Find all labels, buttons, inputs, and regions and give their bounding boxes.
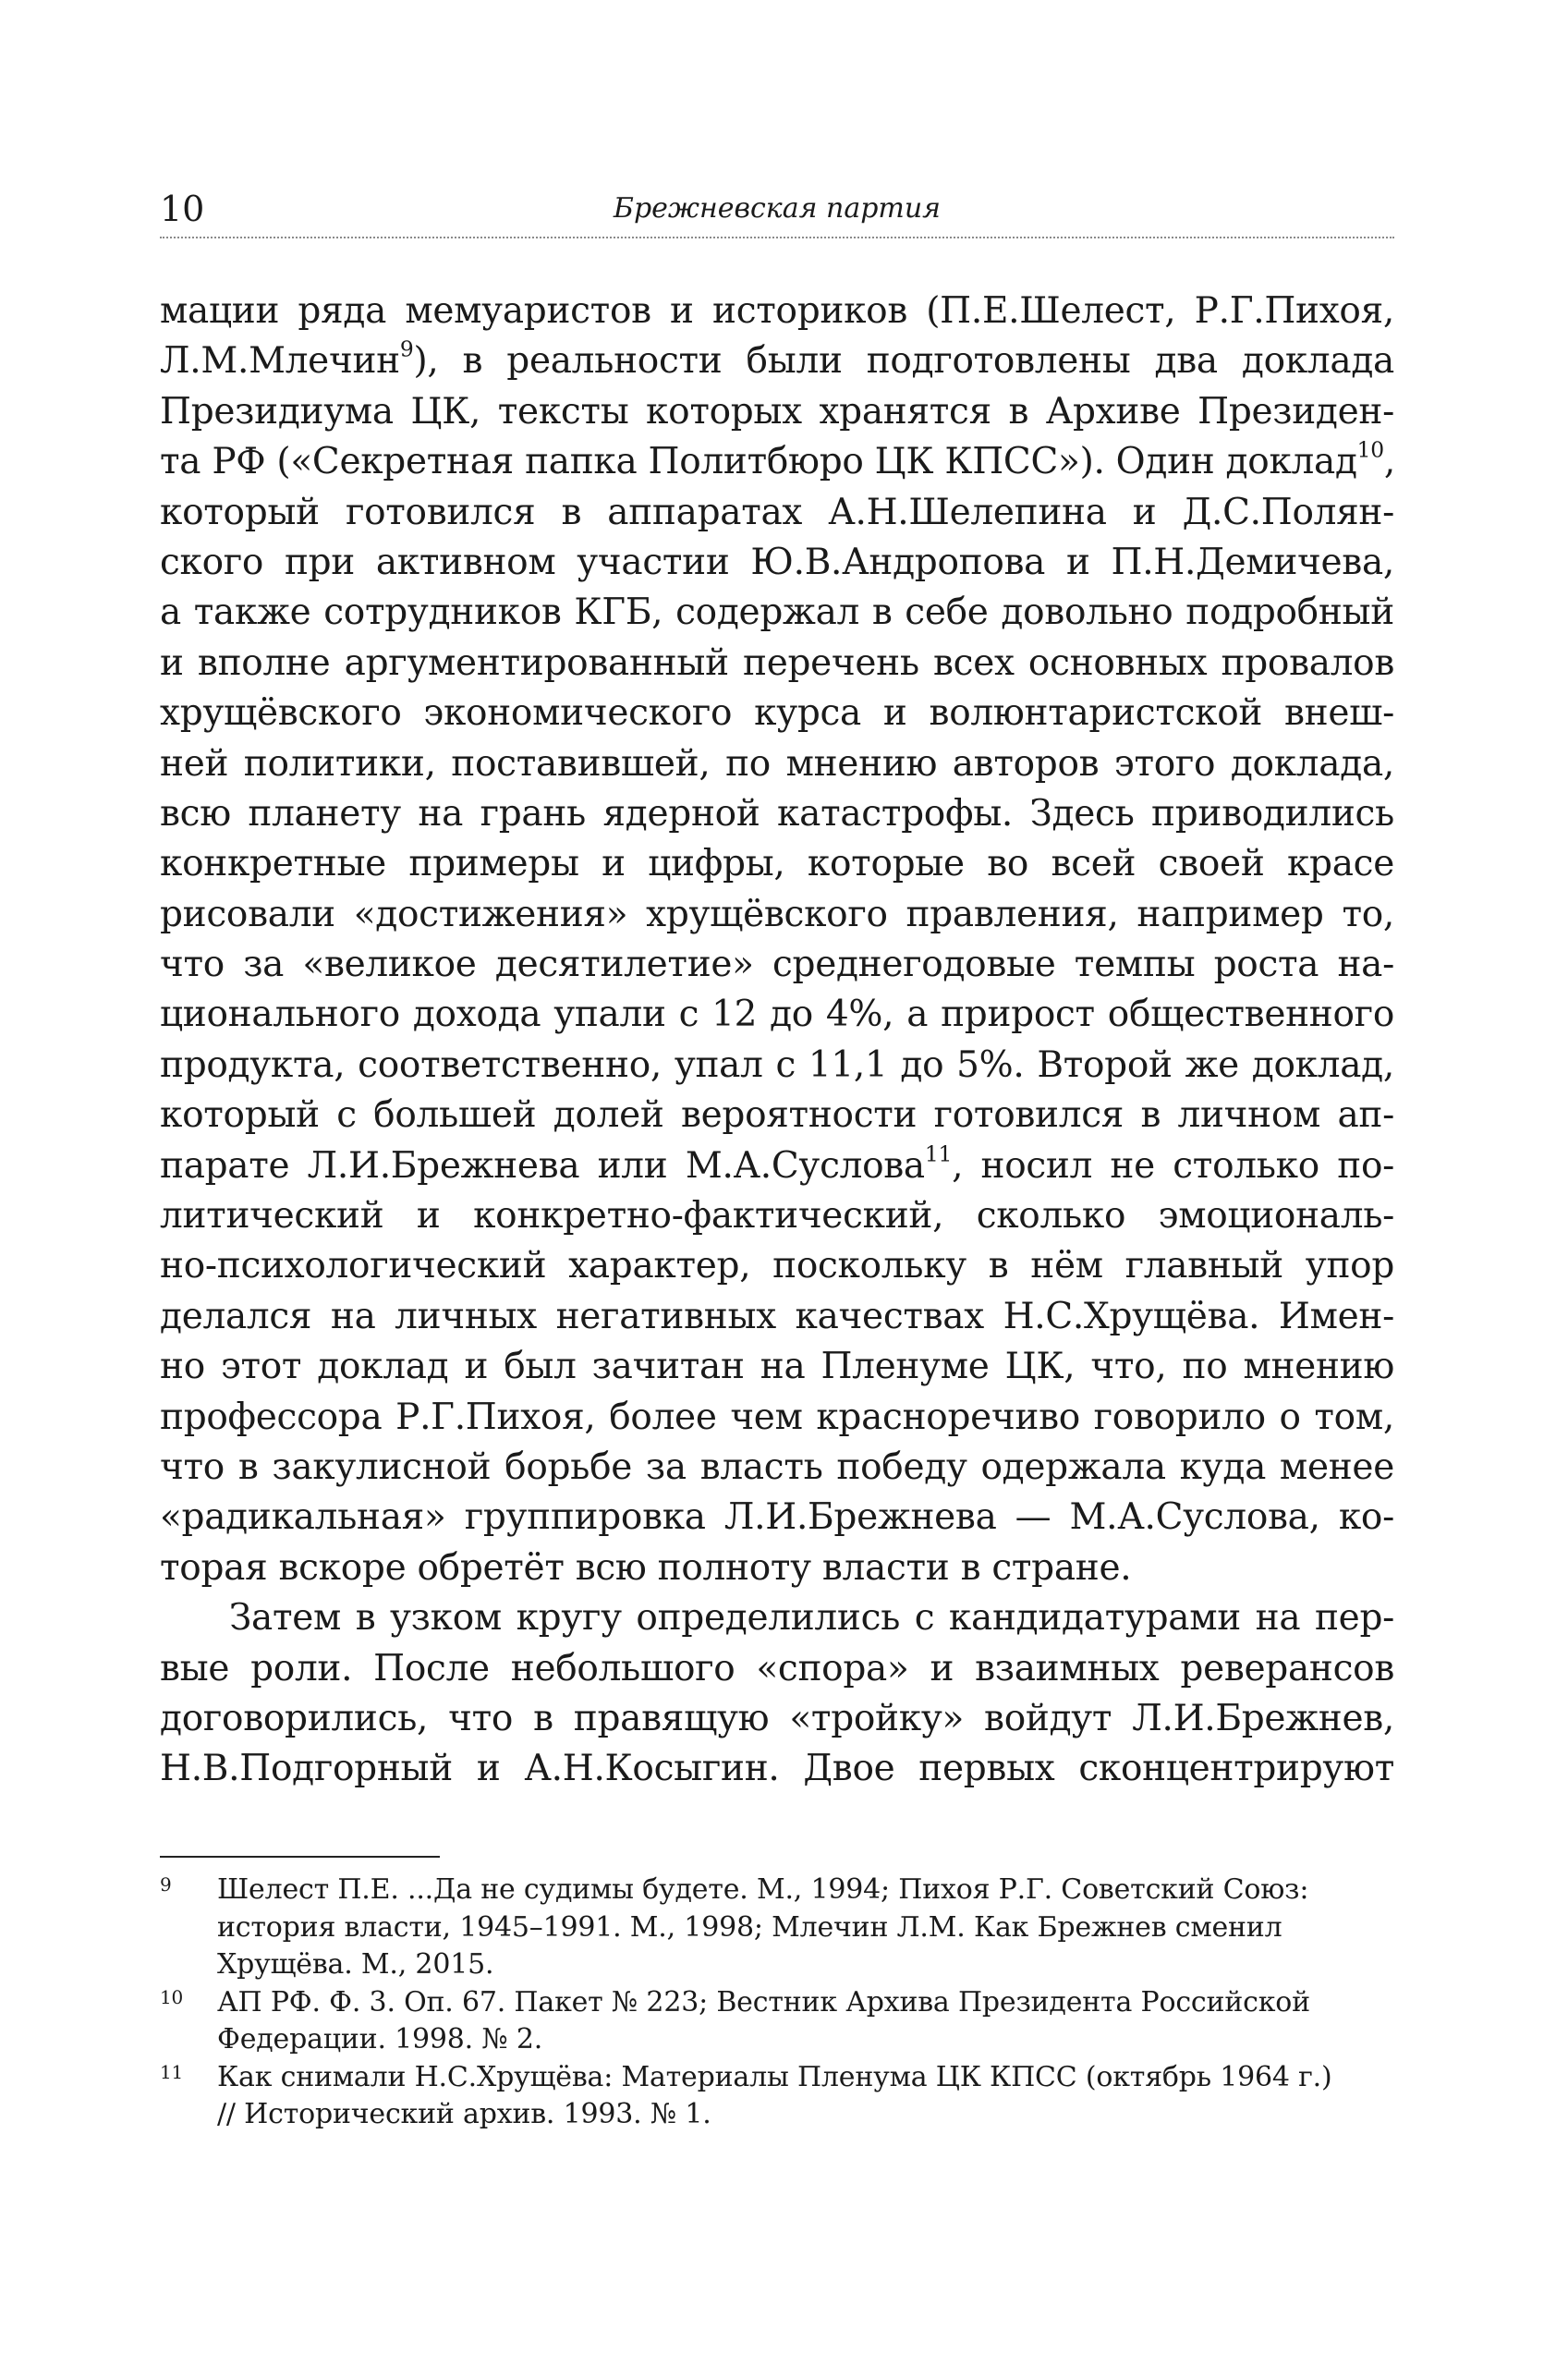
text-line: литический и конкретно-фактический, сколько эмоциональ-	[160, 1195, 1394, 1238]
footnote-ref-9: 9	[399, 335, 414, 362]
footnote-line: // Исторический архив. 1993. № 1.	[217, 2098, 711, 2130]
footnote-ref-10: 10	[1356, 436, 1384, 463]
footnote-9: 9 Шелест П.Е. ...Да не судимы будете. М., 1994; Пихоя Р.Г. Советский Союз:	[160, 1872, 1394, 1909]
page-number: 10	[160, 189, 205, 229]
text-line: парате Л.И.Брежнева или М.А.Суслова$^{11}$, носил не столько по-	[160, 1140, 1395, 1187]
text-line: Н.В.Подгорный и А.Н.Косыгин. Двое первых сконцентрируют	[160, 1748, 1394, 1790]
footnote-line: Хрущёва. М., 2015.	[217, 1948, 494, 1981]
footnote-ref-11: 11	[924, 1140, 953, 1167]
text-line: который готовился в аппаратах А.Н.Шелепина и Д.С.Полян-	[160, 491, 1394, 533]
text-line: продукта, соответственно, упал с 11,1 до 5%. Второй же доклад,	[160, 1043, 1394, 1086]
main-text	[160, 287, 1394, 1795]
footnote-number: 11	[160, 2060, 184, 2083]
footnote-divider	[160, 1856, 440, 1858]
footnote-11: 11 Как снимали Н.С.Хрущёва: Материалы Пленума ЦК КПСС (октябрь 1964 г.)	[160, 2059, 1394, 2097]
text-line: Л.М.Млечин$^9$), в реальности были подготовлены два доклада	[160, 335, 1394, 383]
footnote-10: 10 АП РФ. Ф. 3. Оп. 67. Пакет № 223; Вестник Архива Президента Российской	[160, 1984, 1394, 2022]
footnote-line: Федерации. 1998. № 2.	[217, 2023, 543, 2055]
text-line: профессора Р.Г.Пихоя, более чем красноречиво говорило о том,	[160, 1396, 1394, 1438]
text-line: который с большей долей вероятности готовился в личном ап-	[160, 1094, 1394, 1137]
text-line: ционального дохода упали с 12 до 4%, а прирост общественного	[160, 994, 1394, 1036]
text-line: Затем в узком кругу определились с кандидатурами на пер-	[229, 1597, 1394, 1640]
page-header	[160, 181, 1394, 237]
text-line: рисовали «достижения» хрущёвского правления, например то,	[160, 893, 1394, 935]
text-line: мации ряда мемуаристов и историков (П.Е.Шелест, Р.Г.Пихоя,	[160, 290, 1394, 332]
text-line: торая вскоре обретёт всю полноту власти в стране.	[160, 1546, 1132, 1589]
header-divider	[160, 237, 1394, 238]
text-line: но-психологический характер, поскольку в нём главный упор	[160, 1245, 1394, 1287]
text-line: та РФ («Секретная папка Политбюро ЦК КПСС»). Один доклад$^{10}$,	[160, 436, 1395, 483]
running-title: Брежневская партия	[613, 192, 942, 225]
text-line: ней политики, поставившей, по мнению авторов этого доклада,	[160, 742, 1394, 785]
text-line: договорились, что в правящую «тройку» войдут Л.И.Брежнев,	[160, 1697, 1394, 1739]
text-line: но этот доклад и был зачитан на Пленуме ЦК, что, по мнению	[160, 1346, 1394, 1388]
text-line: хрущёвского экономического курса и волюнтаристской внеш-	[160, 692, 1394, 735]
text-line: «радикальная» группировка Л.И.Брежнева — М.А.Суслова, ко-	[160, 1496, 1394, 1539]
text-line: делался на личных негативных качествах Н.С.Хрущёва. Имен-	[160, 1295, 1394, 1337]
footnote-line: история власти, 1945–1991. М., 1998; Млечин Л.М. Как Брежнев сменил	[217, 1910, 1282, 1944]
text-line: Президиума ЦК, тексты которых хранятся в Архиве Президен-	[160, 390, 1394, 433]
text-line: что в закулисной борьбе за власть победу одержала куда менее	[160, 1445, 1394, 1488]
text-line: вые роли. После небольшого «спора» и взаимных реверансов	[160, 1647, 1394, 1689]
text-line: ского при активном участии Ю.В.Андропова и П.Н.Демичева,	[160, 541, 1394, 583]
text-line: конкретные примеры и цифры, которые во всей своей красе	[160, 843, 1394, 885]
text-line: а также сотрудников КГБ, содержал в себе довольно подробный	[160, 592, 1394, 634]
text-line: что за «великое десятилетие» среднегодовые темпы роста на-	[160, 944, 1394, 986]
text-line: всю планету на грань ядерной катастрофы. Здесь приводились	[160, 792, 1394, 835]
footnote-number: 9	[160, 1873, 172, 1896]
text-line: и вполне аргументированный перечень всех основных провалов	[160, 641, 1394, 684]
footnotes	[160, 1872, 1394, 2134]
footnote-number: 10	[160, 1985, 184, 2008]
